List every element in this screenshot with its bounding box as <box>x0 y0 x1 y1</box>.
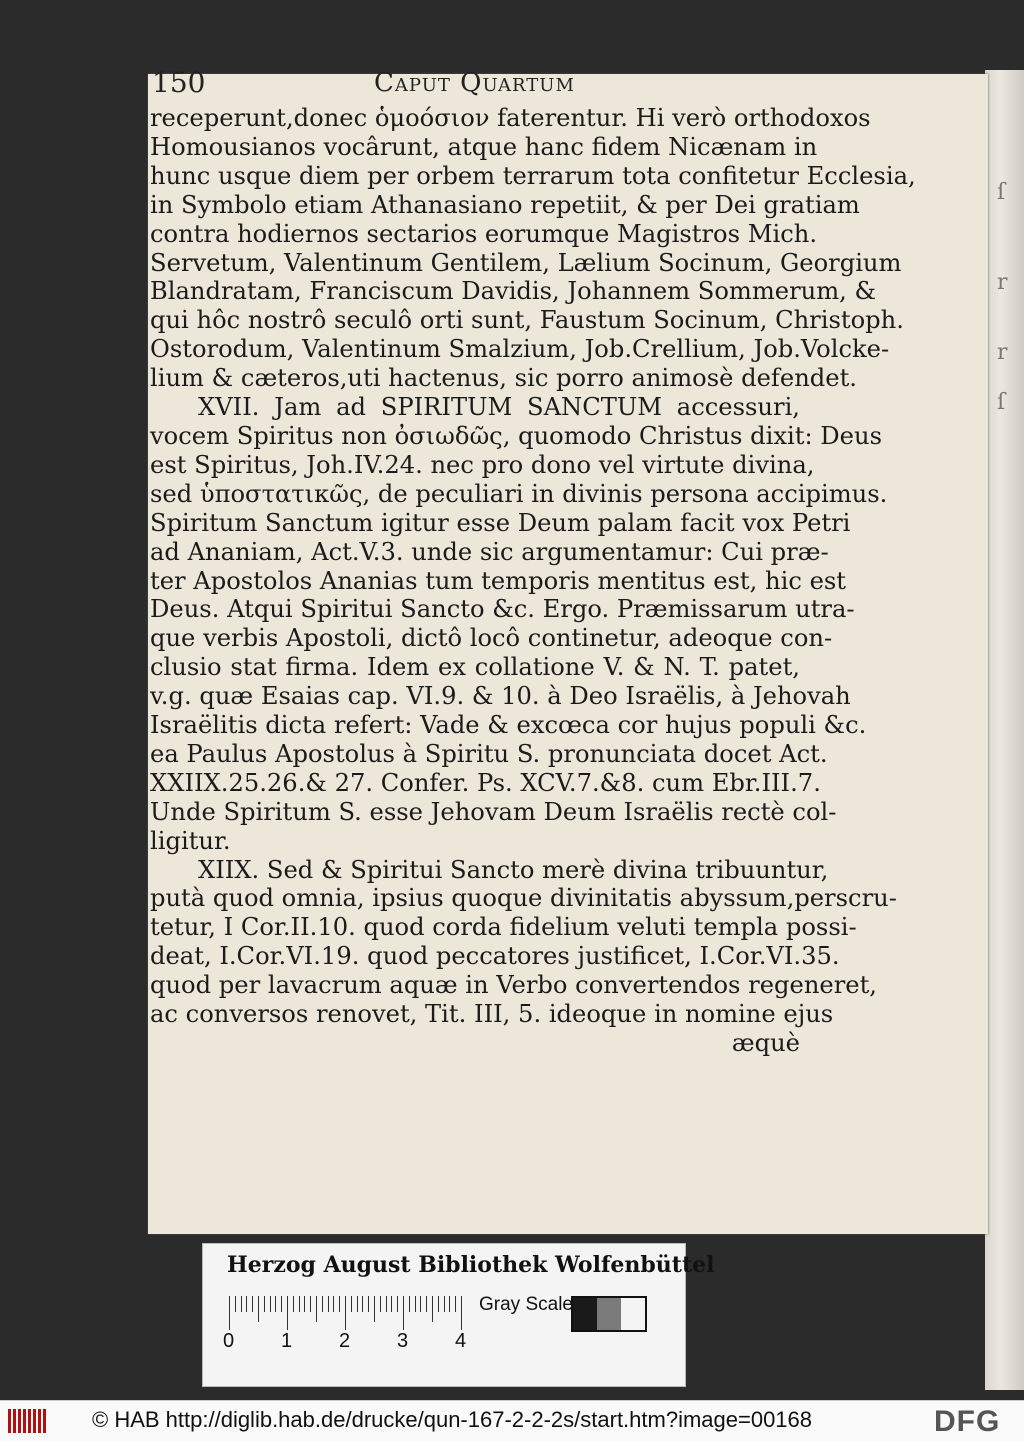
ruler-tick <box>339 1296 340 1312</box>
ruler-tick <box>293 1296 294 1312</box>
ruler-number: 0 <box>223 1330 235 1352</box>
text-line: quod per lavacrum aquæ in Verbo convertendos regeneret, <box>150 971 877 1000</box>
text-line: Homousianos vocârunt, atque hanc fidem Nicænam in <box>150 132 818 161</box>
page-number: 150 <box>152 66 206 99</box>
text-line: Israëlitis dicta refert: Vade & excœca cor hujus populi &c. <box>150 711 867 740</box>
ruler-tick <box>270 1296 271 1312</box>
ruler-tick <box>420 1296 421 1312</box>
ruler-tick <box>362 1296 363 1312</box>
ruler-tick <box>374 1296 375 1322</box>
ruler-tick <box>432 1296 433 1322</box>
text-line: Ostorodum, Valentinum Smalzium, Job.Crellium, Job.Volcke- <box>150 335 890 364</box>
page-header <box>152 66 752 106</box>
ruler-tick <box>322 1296 323 1312</box>
ruler-tick <box>304 1296 305 1312</box>
ruler-tick <box>345 1296 346 1330</box>
text-line: Spiritum Sanctum igitur esse Deum palam facit vox Petri <box>150 508 851 537</box>
text-line: XVII. Jam ad SPIRITUM SANCTUM accessuri, <box>198 393 800 422</box>
text-line: æquè <box>731 1029 800 1057</box>
text-line: receperunt,donec ὁμοόσιον faterentur. Hi verò orthodoxos <box>150 104 871 132</box>
text-line: Deus. Atqui Spiritui Sancto &c. Ergo. Præmissarum utra- <box>150 595 855 624</box>
text-line: contra hodiernos sectarios eorumque Magistros Mich. <box>150 219 818 248</box>
text-line: clusio stat firma. Idem ex collatione V. & N. T. patet, <box>150 653 800 682</box>
ruler-tick <box>316 1296 317 1322</box>
status-bar <box>0 1400 1024 1441</box>
dfg-logo: DFG <box>934 1405 1001 1438</box>
library-name: Herzog August Bibliothek Wolfenbüttel <box>227 1252 715 1278</box>
ruler-tick <box>380 1296 381 1312</box>
ruler-tick <box>386 1296 387 1312</box>
color-calibration-card <box>202 1243 715 1387</box>
ruler-tick <box>281 1296 282 1312</box>
ruler-tick <box>449 1296 450 1312</box>
ruler-number: 1 <box>281 1330 293 1352</box>
text-line: lium & cæteros,uti hactenus, sic porro animosè defendet. <box>150 364 857 393</box>
gray-scale-label: Gray Scale <box>479 1294 573 1315</box>
ruler-tick <box>310 1296 311 1312</box>
text-line: Servetum, Valentinum Gentilem, Lælium Socinum, Georgium <box>150 248 902 277</box>
text-line: deat, I.Cor.VI.19. quod peccatores justificet, I.Cor.VI.35. <box>150 942 840 971</box>
ruler-number: 4 <box>455 1330 467 1352</box>
ruler-tick <box>357 1296 358 1312</box>
ruler-tick <box>403 1296 404 1330</box>
text-line: sed ὑποστατικῶς, de peculiari in divinis persona accipimus. <box>150 479 888 508</box>
ruler-tick <box>241 1296 242 1312</box>
ruler-tick <box>351 1296 352 1312</box>
text-line: Blandratam, Franciscum Davidis, Johannem Sommerum, & <box>150 277 877 306</box>
text-line: ter Apostolos Ananias tum temporis mentitus est, hic est <box>150 566 847 595</box>
ruler-tick <box>235 1296 236 1312</box>
text-line: ligitur. <box>150 826 231 855</box>
ruler-tick <box>455 1296 456 1312</box>
ruler-tick <box>391 1296 392 1312</box>
ruler-tick <box>229 1296 230 1330</box>
ruler-tick <box>415 1296 416 1312</box>
hab-barcode-icon <box>8 1409 46 1433</box>
text-line: que verbis Apostoli, dictô locô continetur, adeoque con- <box>150 624 833 653</box>
ruler-number: 2 <box>339 1330 351 1352</box>
ruler-tick <box>252 1296 253 1312</box>
ruler-tick <box>426 1296 427 1312</box>
ruler-tick <box>333 1296 334 1312</box>
text-line: Unde Spiritum S. esse Jehovam Deum Israëlis rectè col- <box>150 797 837 826</box>
ruler-tick <box>461 1296 462 1330</box>
text-line: tetur, I Cor.II.10. quod corda fidelium veluti templa possi- <box>150 913 857 942</box>
ruler-tick <box>328 1296 329 1312</box>
ruler-tick <box>397 1296 398 1312</box>
ruler-tick <box>438 1296 439 1312</box>
ruler-tick <box>264 1296 265 1312</box>
text-line: qui hôc nostrô seculô orti sunt, Faustum Socinum, Christoph. <box>150 306 904 335</box>
ruler-tick <box>246 1296 247 1312</box>
ruler-tick <box>258 1296 259 1322</box>
text-line: putà quod omnia, ipsius quoque divinitatis abyssum,perscru- <box>150 884 897 913</box>
ruler-tick <box>409 1296 410 1312</box>
text-line: vocem Spiritus non ὀσιωδῶς, quomodo Christus dixit: Deus <box>150 421 882 450</box>
ruler-tick <box>287 1296 288 1330</box>
text-line: v.g. quæ Esaias cap. VI.9. & 10. à Deo Israëlis, à Jehovah <box>150 682 851 711</box>
text-line: hunc usque diem per orbem terrarum tota confitetur Ecclesia, <box>150 161 916 190</box>
next-page-edge: ſ r r ſ <box>985 70 1024 1390</box>
text-line: XXIIX.25.26.& 27. Confer. Ps. XCV.7.&8. cum Ebr.III.7. <box>150 768 821 797</box>
gray-scale-swatch <box>571 1296 647 1332</box>
text-line: est Spiritus, Joh.IV.24. nec pro dono vel virtute divina, <box>150 450 815 479</box>
ruler-tick <box>275 1296 276 1312</box>
running-head: Caput Quartum <box>374 68 575 98</box>
ruler-tick <box>299 1296 300 1312</box>
ruler-tick <box>444 1296 445 1312</box>
page-text <box>150 104 916 1058</box>
copyright-url[interactable]: © HAB http://diglib.hab.de/drucke/qun-167-2-2-2s/start.htm?image=00168 <box>92 1407 813 1432</box>
text-line: ad Ananiam, Act.V.3. unde sic argumentamur: Cui præ- <box>150 537 829 566</box>
text-line: in Symbolo etiam Athanasiano repetiit, & per Dei gratiam <box>150 190 860 219</box>
ruler-tick <box>368 1296 369 1312</box>
text-line: ac conversos renovet, Tit. III, 5. ideoque in nomine ejus <box>150 1000 834 1029</box>
text-line: ea Paulus Apostolus à Spiritu S. pronunciata docet Act. <box>150 739 828 768</box>
ruler-number: 3 <box>397 1330 409 1352</box>
text-line: XIIX. Sed & Spiritui Sancto merè divina tribuuntur, <box>198 855 829 884</box>
